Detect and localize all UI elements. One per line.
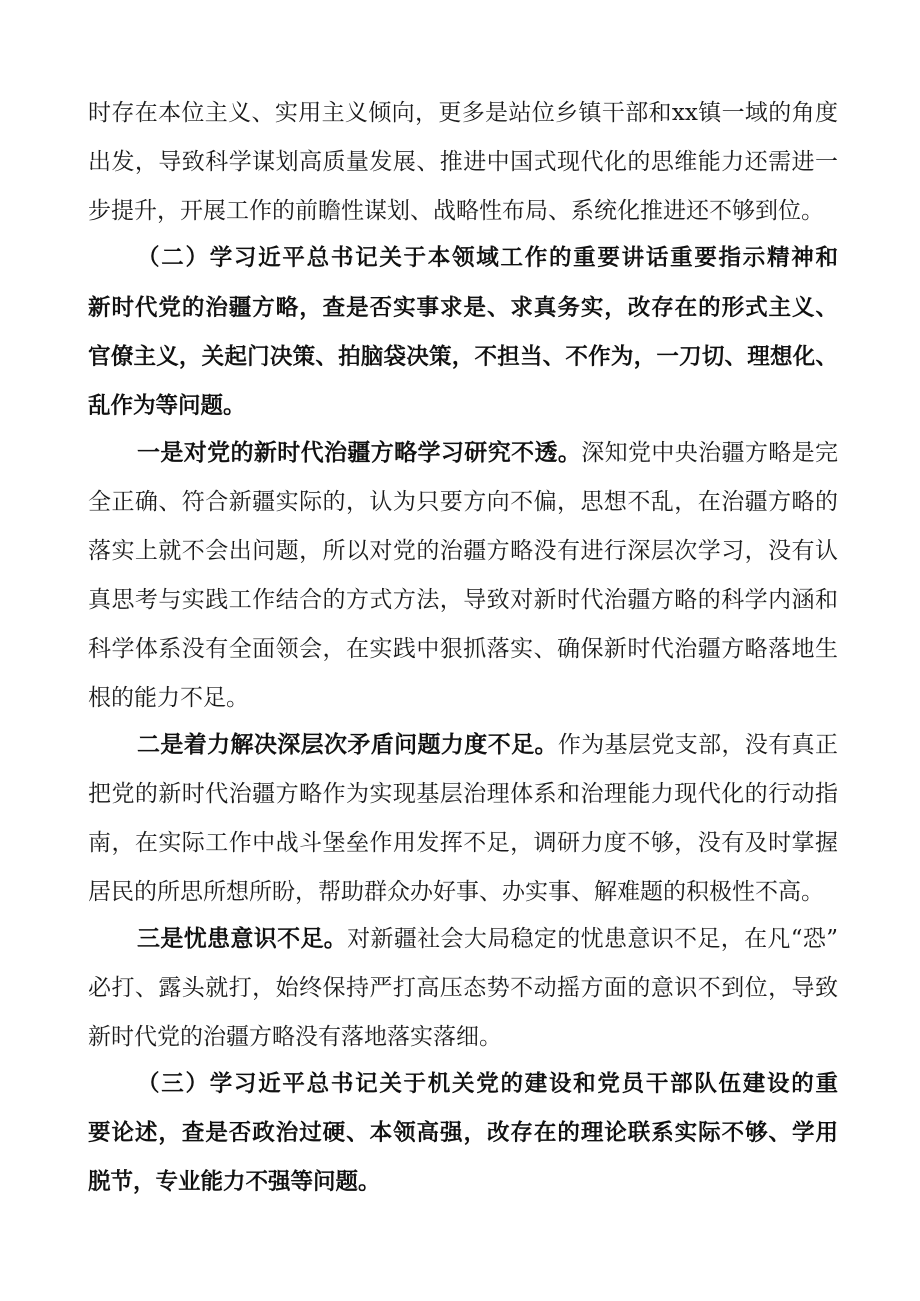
point-1-first-rest: 深知党中央治疆方略是完 <box>581 440 839 466</box>
intro-line-3: 步提升，开展工作的前瞻性谋划、战略性布局、系统化推进还不够到位。 <box>88 198 824 224</box>
point-1-line-3: 落实上就不会出问题，所以对党的治疆方略没有进行深层次学习，没有认 <box>88 538 838 564</box>
point-1-lead: 一是对党的新时代治疆方略学习研究不透。 <box>137 440 582 466</box>
section-2-heading-line-3: 官僚主义，关起门决策、拍脑袋决策，不担当、不作为，一刀切、理想化、 <box>88 344 838 370</box>
point-1-first-line <box>137 433 838 473</box>
point-2-first-rest: 作为基层党支部，没有真正 <box>557 732 839 758</box>
point-1-line-5: 科学体系没有全面领会，在实践中狠抓落实、确保新时代治疆方略落地生 <box>88 636 838 662</box>
section-3-heading-line-3: 脱节，专业能力不强等问题。 <box>88 1169 381 1195</box>
point-1-line-6: 根的能力不足。 <box>88 685 249 711</box>
point-3-line-2: 必打、露头就打，始终保持严打高压态势不动摇方面的意识不到位，导致 <box>88 975 838 1001</box>
point-2-first-line <box>137 725 838 765</box>
point-2-line-2: 把党的新时代治疆方略作为实现基层治理体系和治理能力现代化的行动指 <box>88 781 838 807</box>
point-3-first-line <box>137 919 838 959</box>
section-2-heading-line-2: 新时代党的治疆方略，查是否实事求是、求真务实，改存在的形式主义、 <box>88 295 838 321</box>
point-1-line-4: 真思考与实践工作结合的方式方法，导致对新时代治疆方略的科学内涵和 <box>88 587 838 613</box>
point-3-lead: 三是忧患意识不足。 <box>137 926 348 952</box>
point-3-first-rest: 对新疆社会大局稳定的忧患意识不足，在凡“恐” <box>347 926 838 952</box>
point-2-lead: 二是着力解决深层次矛盾问题力度不足。 <box>137 732 558 758</box>
intro-line-2: 出发，导致科学谋划高质量发展、推进中国式现代化的思维能力还需进一 <box>88 149 838 175</box>
section-2-heading-line-4: 乱作为等问题。 <box>88 393 246 419</box>
section-3-heading-line-1: （三）学习近平总书记关于机关党的建设和党员干部队伍建设的重 <box>137 1071 838 1097</box>
point-3-line-3: 新时代党的治疆方略没有落地落实落细。 <box>88 1024 502 1050</box>
point-1-line-2: 全正确、符合新疆实际的，认为只要方向不偏，思想不乱，在治疆方略的 <box>88 489 838 515</box>
intro-line-1: 时存在本位主义、实用主义倾向，更多是站位乡镇干部和xx镇一域的角度 <box>88 100 838 126</box>
section-2-heading-line-1: （二）学习近平总书记关于本领域工作的重要讲话重要指示精神和 <box>137 245 838 271</box>
point-2-line-3: 南，在实际工作中战斗堡垒作用发挥不足，调研力度不够，没有及时掌握 <box>88 830 838 856</box>
section-3-heading-line-2: 要论述，查是否政治过硬、本领高强，改存在的理论联系实际不够、学用 <box>88 1120 838 1146</box>
point-2-line-4: 居民的所思所想所盼，帮助群众办好事、办实事、解难题的积极性不高。 <box>88 879 824 905</box>
